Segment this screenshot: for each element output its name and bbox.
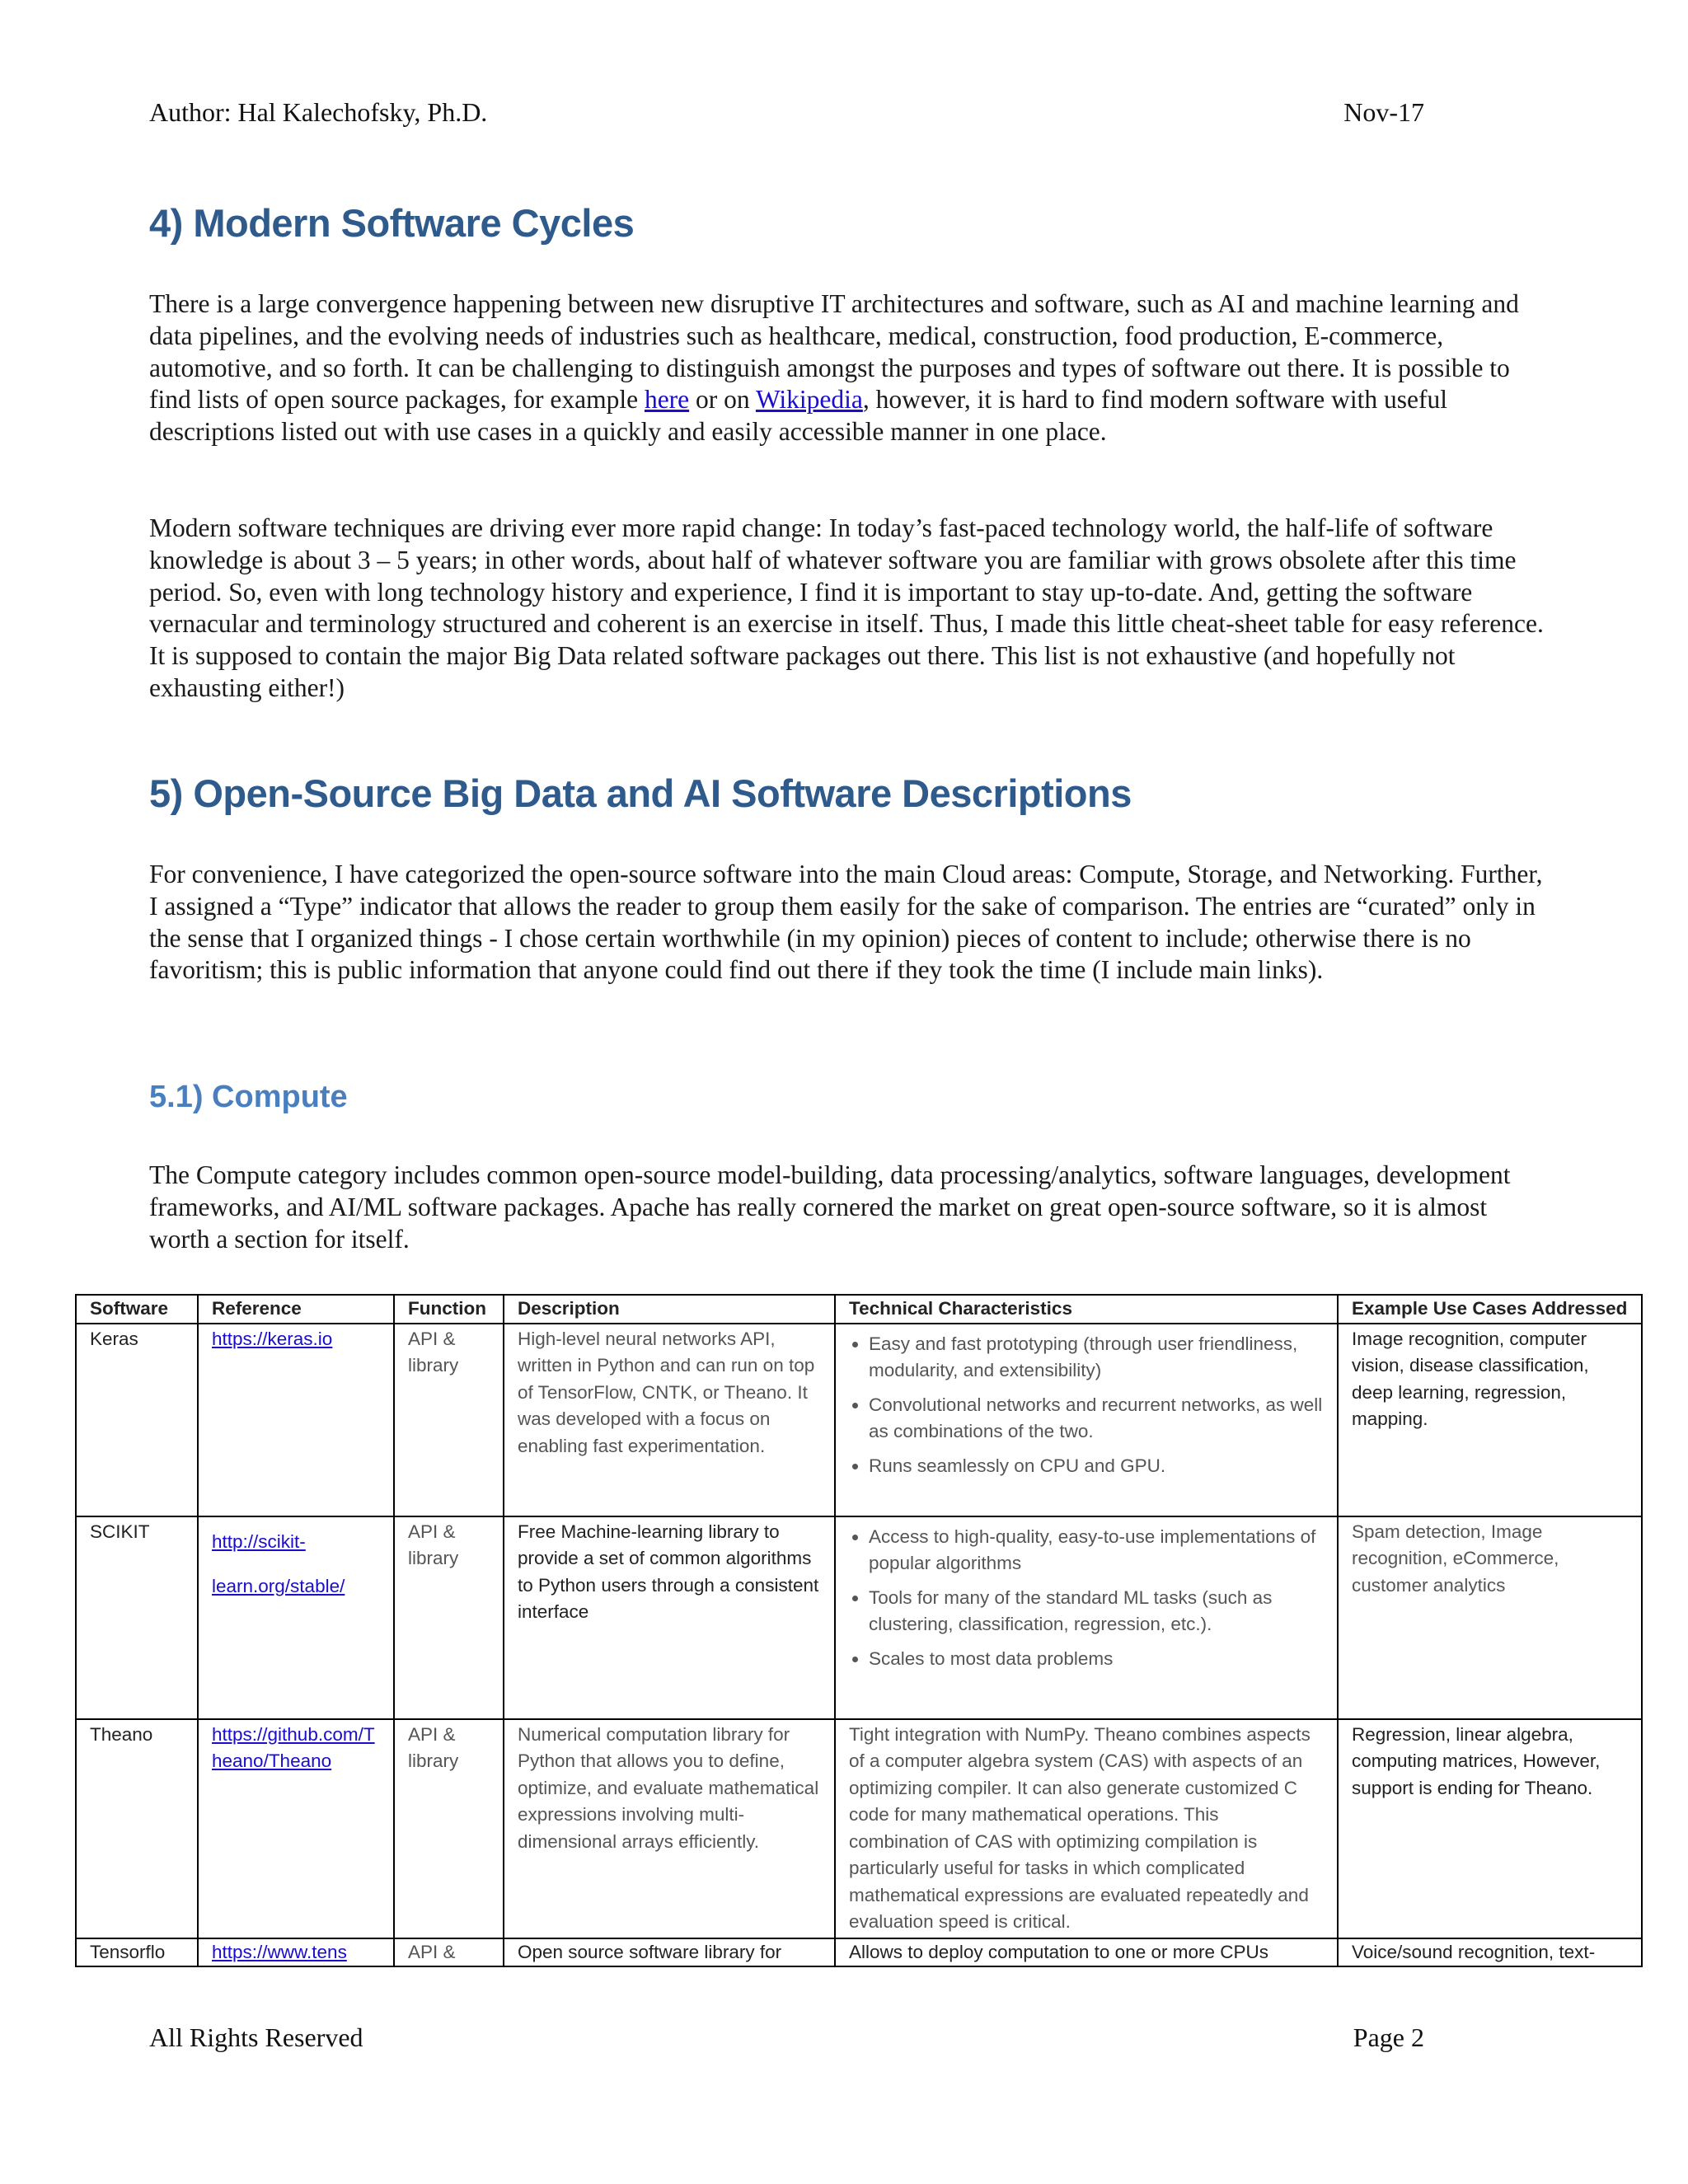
cell-function: API & library xyxy=(394,1324,504,1516)
wikipedia-link[interactable]: Wikipedia xyxy=(755,385,863,415)
table-row-scikit xyxy=(76,1516,1642,1719)
list-item: • Easy and fast prototyping (through user friendliness, modularity, and extensibility) xyxy=(869,1331,1324,1385)
section-4-paragraph-1 xyxy=(149,288,1550,448)
cell-description: Free Machine-learning library to provide a set of common algorithms to Python users through a consistent interface xyxy=(504,1516,835,1719)
software-table xyxy=(75,1294,1643,1967)
cell-software: Tensorflo xyxy=(76,1938,198,1967)
cell-reference xyxy=(198,1719,394,1938)
p1-text-a: There is a large convergence happening between new disruptive IT architectures and software, such as AI and machine learning and data pipelines, and the evolving needs of industries such as healthcare, medical, construction, food production, E-commerce, automotive, and so forth. It can be challenging to distinguish amongst the purposes and types of software out there. It is possible to find lists of open source packages, for example xyxy=(149,289,1519,415)
theano-link[interactable]: https://github.com/Theano/Theano xyxy=(212,1723,375,1771)
section-5-paragraph-1: For convenience, I have categorized the open-source software into the main Cloud areas: Compute, Storage, and Networking. Further, I assigned a “Type” indicator that allows the reader to group them easily for the sake of comparison. The entries are “curated” only in the sense that I organized things - I chose certain worthwhile (in my opinion) pieces of content to include; otherwise there is no favoritism; this is public information that anyone could find out there if they took the time (I include main links). xyxy=(149,860,1543,985)
cell-software: Theano xyxy=(76,1719,198,1938)
p1-text-b: or on xyxy=(689,385,756,415)
list-item: • Runs seamlessly on CPU and GPU. xyxy=(869,1453,1324,1480)
cell-function: API & library xyxy=(394,1719,504,1938)
page-header xyxy=(149,97,1424,128)
list-item: • Access to high-quality, easy-to-use implementations of popular algorithms xyxy=(869,1524,1324,1577)
header-reference: Reference xyxy=(198,1295,394,1324)
cell-use-cases: Voice/sound recognition, text- xyxy=(1338,1938,1642,1967)
scikit-link-part-1[interactable]: http://scikit- xyxy=(212,1530,306,1552)
table-row-theano xyxy=(76,1719,1642,1938)
footer-rights: All Rights Reserved xyxy=(149,2022,363,2052)
tensorflow-link[interactable]: https://www.tens xyxy=(212,1941,347,1962)
cell-use-cases: Image recognition, computer vision, disease classification, deep learning, regression, mapping. xyxy=(1338,1324,1642,1516)
cell-function: API & library xyxy=(394,1516,504,1719)
link-gap xyxy=(212,1555,380,1573)
cell-software: Keras xyxy=(76,1324,198,1516)
header-function: Function xyxy=(394,1295,504,1324)
header-software: Software xyxy=(76,1295,198,1324)
list-item: • Tools for many of the standard ML tasks (such as clustering, classification, regression, etc.). xyxy=(869,1585,1324,1638)
cell-reference xyxy=(198,1516,394,1719)
cell-reference xyxy=(198,1324,394,1516)
section-5-title: 5) Open-Source Big Data and AI Software Descriptions xyxy=(149,771,1132,815)
footer-page-number: Page 2 xyxy=(1353,2022,1424,2052)
section-4-paragraph-2: Modern software techniques are driving ever more rapid change: In today’s fast-paced technology world, the half-life of software knowledge is about 3 – 5 years; in other words, about half of whatever software you are familiar with grows obsolete after this time period. So, even with long technology history and experience, I find it is important to stay up-to-date. And, getting the software vernacular and terminology structured and coherent is an exercise in itself. Thus, I made this little cheat-sheet table for easy reference. It is supposed to contain the major Big Data related software packages out there. This list is not exhaustive (and hopefully not exhausting either!) xyxy=(149,513,1544,702)
keras-link[interactable]: https://keras.io xyxy=(212,1328,333,1349)
section-5-1-paragraph-1: The Compute category includes common open-source model-building, data processing/analytics, software languages, development frameworks, and AI/ML software packages. Apache has really cornered the market on great open-source software, so it is almost worth a section for itself. xyxy=(149,1160,1511,1254)
cell-description: Numerical computation library for Python that allows you to define, optimize, and evaluate mathematical expressions involving multi-dimensional arrays efficiently. xyxy=(504,1719,835,1938)
here-link[interactable]: here xyxy=(644,385,690,415)
list-item: • Scales to most data problems xyxy=(869,1646,1324,1673)
page-footer xyxy=(149,2022,1424,2053)
cell-description: Open source software library for xyxy=(504,1938,835,1967)
cell-technical xyxy=(835,1516,1338,1719)
table-header-row xyxy=(76,1295,1642,1324)
list-item: • Convolutional networks and recurrent networks, as well as combinations of the two. xyxy=(869,1392,1324,1446)
scikit-link-part-2[interactable]: learn.org/stable/ xyxy=(212,1576,345,1596)
cell-use-cases: Regression, linear algebra, computing matrices, However, support is ending for Theano. xyxy=(1338,1719,1642,1938)
p1-text-c: , however, it is hard to find modern software with useful descriptions listed out with use cases in a quickly and easily accessible manner in one place. xyxy=(149,385,1447,447)
header-description: Description xyxy=(504,1295,835,1324)
cell-technical xyxy=(835,1324,1338,1516)
cell-technical: Tight integration with NumPy. Theano combines aspects of a computer algebra system (CAS) with aspects of an optimizing compiler. It can also generate customized C code for many mathematical operations. This combination of CAS with optimizing compilation is particularly useful for tasks in which complicated mathematical expressions are evaluated repeatedly and evaluation speed is critical. xyxy=(835,1719,1338,1938)
header-date: Nov-17 xyxy=(1343,97,1424,127)
table-row-keras xyxy=(76,1324,1642,1516)
cell-use-cases: Spam detection, Image recognition, eCommerce, customer analytics xyxy=(1338,1516,1642,1719)
table-row-tensorflow xyxy=(76,1938,1642,1967)
header-technical: Technical Characteristics xyxy=(835,1295,1338,1324)
cell-description: High-level neural networks API, written in Python and can run on top of TensorFlow, CNTK, or Theano. It was developed with a focus on enabling fast experimentation. xyxy=(504,1324,835,1516)
cell-technical: Allows to deploy computation to one or more CPUs xyxy=(835,1938,1338,1967)
section-4-title: 4) Modern Software Cycles xyxy=(149,201,635,245)
section-5-1-title: 5.1) Compute xyxy=(149,1080,348,1114)
cell-software: SCIKIT xyxy=(76,1516,198,1719)
header-use-cases: Example Use Cases Addressed xyxy=(1338,1295,1642,1324)
cell-reference xyxy=(198,1938,394,1967)
header-author: Author: Hal Kalechofsky, Ph.D. xyxy=(149,97,488,127)
cell-function: API & xyxy=(394,1938,504,1967)
